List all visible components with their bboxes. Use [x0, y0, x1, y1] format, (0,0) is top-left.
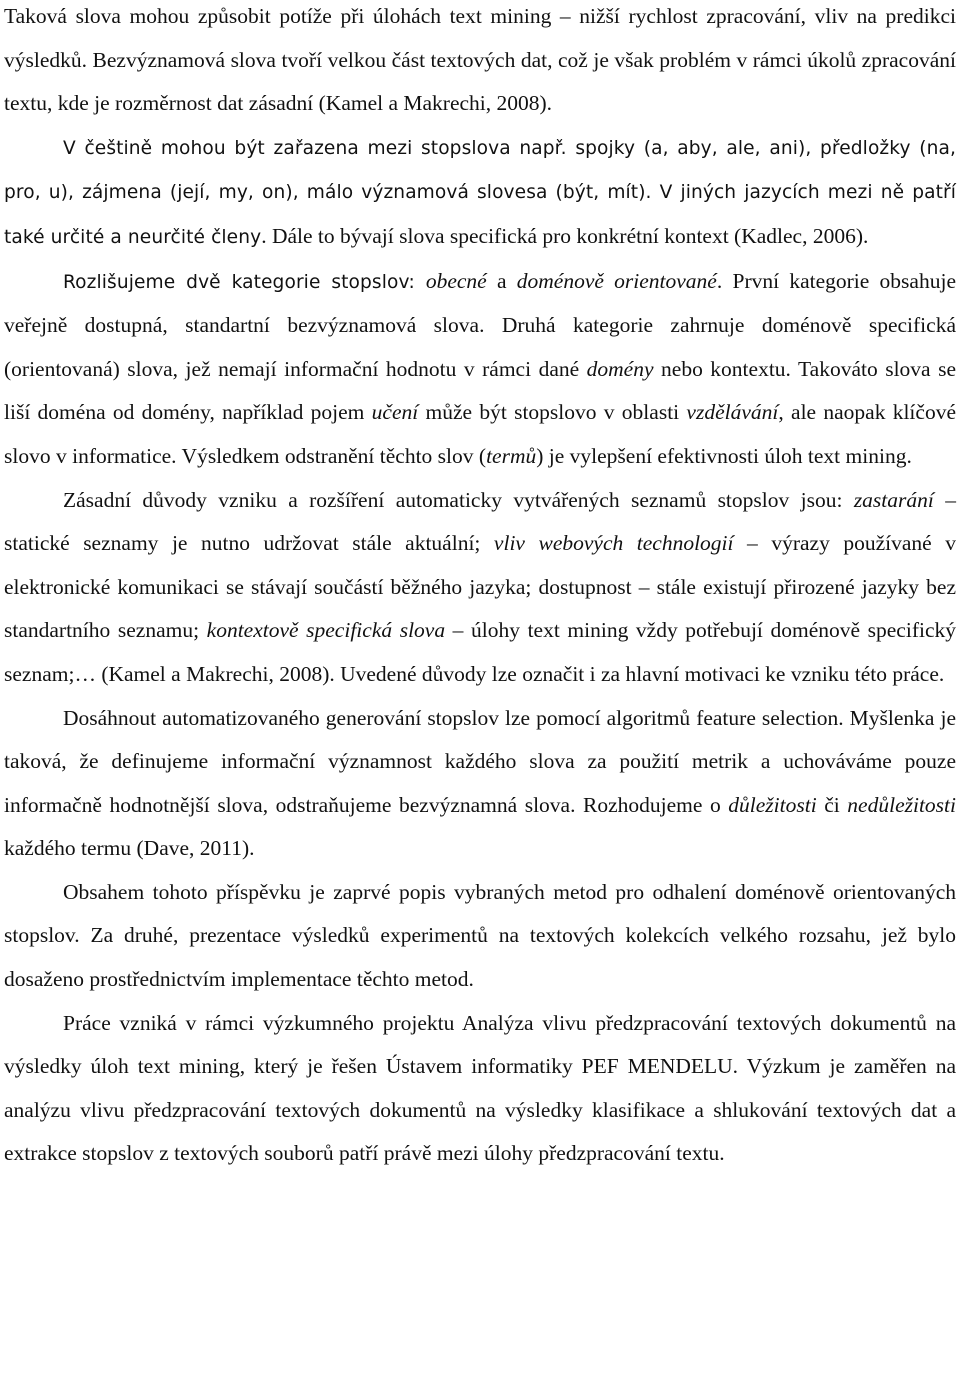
- paragraph-reasons: [4, 479, 956, 697]
- text-run: může být stopslovo v oblasti: [418, 400, 687, 425]
- italic-term: učení: [371, 400, 419, 425]
- paragraph-feature-selection: [4, 697, 956, 871]
- text-run: . Dále to bývají slova specifická pro konkrétní kontext (Kadlec, 2006).: [261, 223, 869, 248]
- italic-term: vliv webových technologií: [493, 531, 734, 556]
- text-run: každého termu (Dave, 2011).: [4, 836, 255, 861]
- text-run: Taková slova mohou způsobit potíže při úlohách text mining – nižší rychlost zpracování, vliv na predikci výsledků. Bezvýznamová slova tvoří velkou část textových dat, což je však problém v rámci úkolů zpracování textu, kde je rozměrnost dat zásadní (Kamel a Makrechi, 2008).: [4, 4, 956, 116]
- text-run: . spojky (a, aby, ale, ani), předložky (na, pro, u), zájmena (její, my, on), málo významová slovesa (být, mít): [4, 137, 956, 204]
- paragraph-project: [4, 1002, 956, 1176]
- document-page: [4, 0, 956, 1176]
- italic-term: důležitosti: [728, 792, 817, 817]
- text-run: nebo kontextu. Takováto slova se liší doména od domény, například pojem: [4, 356, 956, 425]
- text-run: ) je vylepšení efektivnosti úloh text mining.: [536, 443, 912, 468]
- text-run: – statické seznamy je nutno udržovat stále aktuální;: [4, 487, 956, 556]
- paragraph-stopword-categories: [4, 260, 956, 479]
- paragraph-czech-stopwords: [4, 126, 956, 260]
- text-run: a: [486, 268, 517, 293]
- italic-term: zastarání: [853, 487, 934, 512]
- italic-term: obecné: [425, 268, 487, 293]
- text-run: Dosáhnout automatizovaného generování stopslov lze pomocí algoritmů feature selection. Myšlenka je taková, že definujeme informační významnost každého slova za použití metrik a uchováváme pouze informačně hodnotnější slova, odstraňujeme bezvýznamná slova. Rozhodujeme o: [4, 705, 956, 817]
- text-run: Práce vzniká v rámci výzkumného projektu Analýza vlivu předzpracování textových dokumentů na výsledky úloh text mining, který je řešen Ústavem informatiky PEF MENDELU. Výzkum je zaměřen na analýzu vlivu předzpracování textových dokumentů na výsledky klasifikace a shlukování textových dat a extrakce stopslov z textových souborů patří právě mezi úlohy předzpracování textu.: [4, 1010, 956, 1166]
- italic-term: domény: [586, 356, 654, 381]
- italic-term: kontextově specifická slova: [206, 618, 446, 643]
- text-run: či: [816, 792, 848, 817]
- text-run: , ale naopak klíčové slovo v informatice. Výsledkem odstranění těchto slov (: [4, 400, 956, 468]
- text-run: . První kategorie obsahuje veřejně dostupná, standartní bezvýznamová slova. Druhá kategorie zahrnuje doménově specifická (orientovaná) slova, jež nemají informační hodnotu v rámci dané: [4, 268, 956, 381]
- text-run: V češtině mohou být zařazena mezi stopslova např: [63, 137, 561, 159]
- text-run: Obsahem tohoto příspěvku je zaprvé popis vybraných metod pro odhalení doménově orientovaných stopslov. Za druhé, prezentace výsledků experimentů na textových kolekcích velkého rozsahu, jež bylo dosaženo prostřednictvím implementace těchto metod.: [4, 879, 956, 992]
- paragraph-stopwords-problems: [4, 0, 956, 126]
- paragraph-contribution: [4, 871, 956, 1002]
- italic-term: termů: [486, 443, 537, 468]
- text-run: . V jiných jazycích mezi ně patří také určité a neurčité členy: [4, 182, 956, 248]
- text-run: Zásadní důvody vzniku a rozšíření automaticky vytvářených seznamů stopslov jsou:: [63, 487, 854, 512]
- italic-term: nedůležitosti: [847, 792, 956, 817]
- italic-term: doménově orientované: [516, 268, 717, 293]
- text-run: – výrazy používané v elektronické komunikaci se stávají součástí běžného jazyka; dostupnost – stále existují přirozené jazyky bez standartního seznamu;: [4, 531, 956, 643]
- text-run: Rozlišujeme dvě kategorie stopslov:: [63, 271, 426, 293]
- italic-term: vzdělávání: [686, 400, 779, 425]
- text-run: – úlohy text mining vždy potřebují doménově specifický seznam;… (Kamel a Makrechi, 2008). Uvedené důvody lze označit i za hlavní motivaci ke vzniku této práce.: [4, 618, 956, 686]
